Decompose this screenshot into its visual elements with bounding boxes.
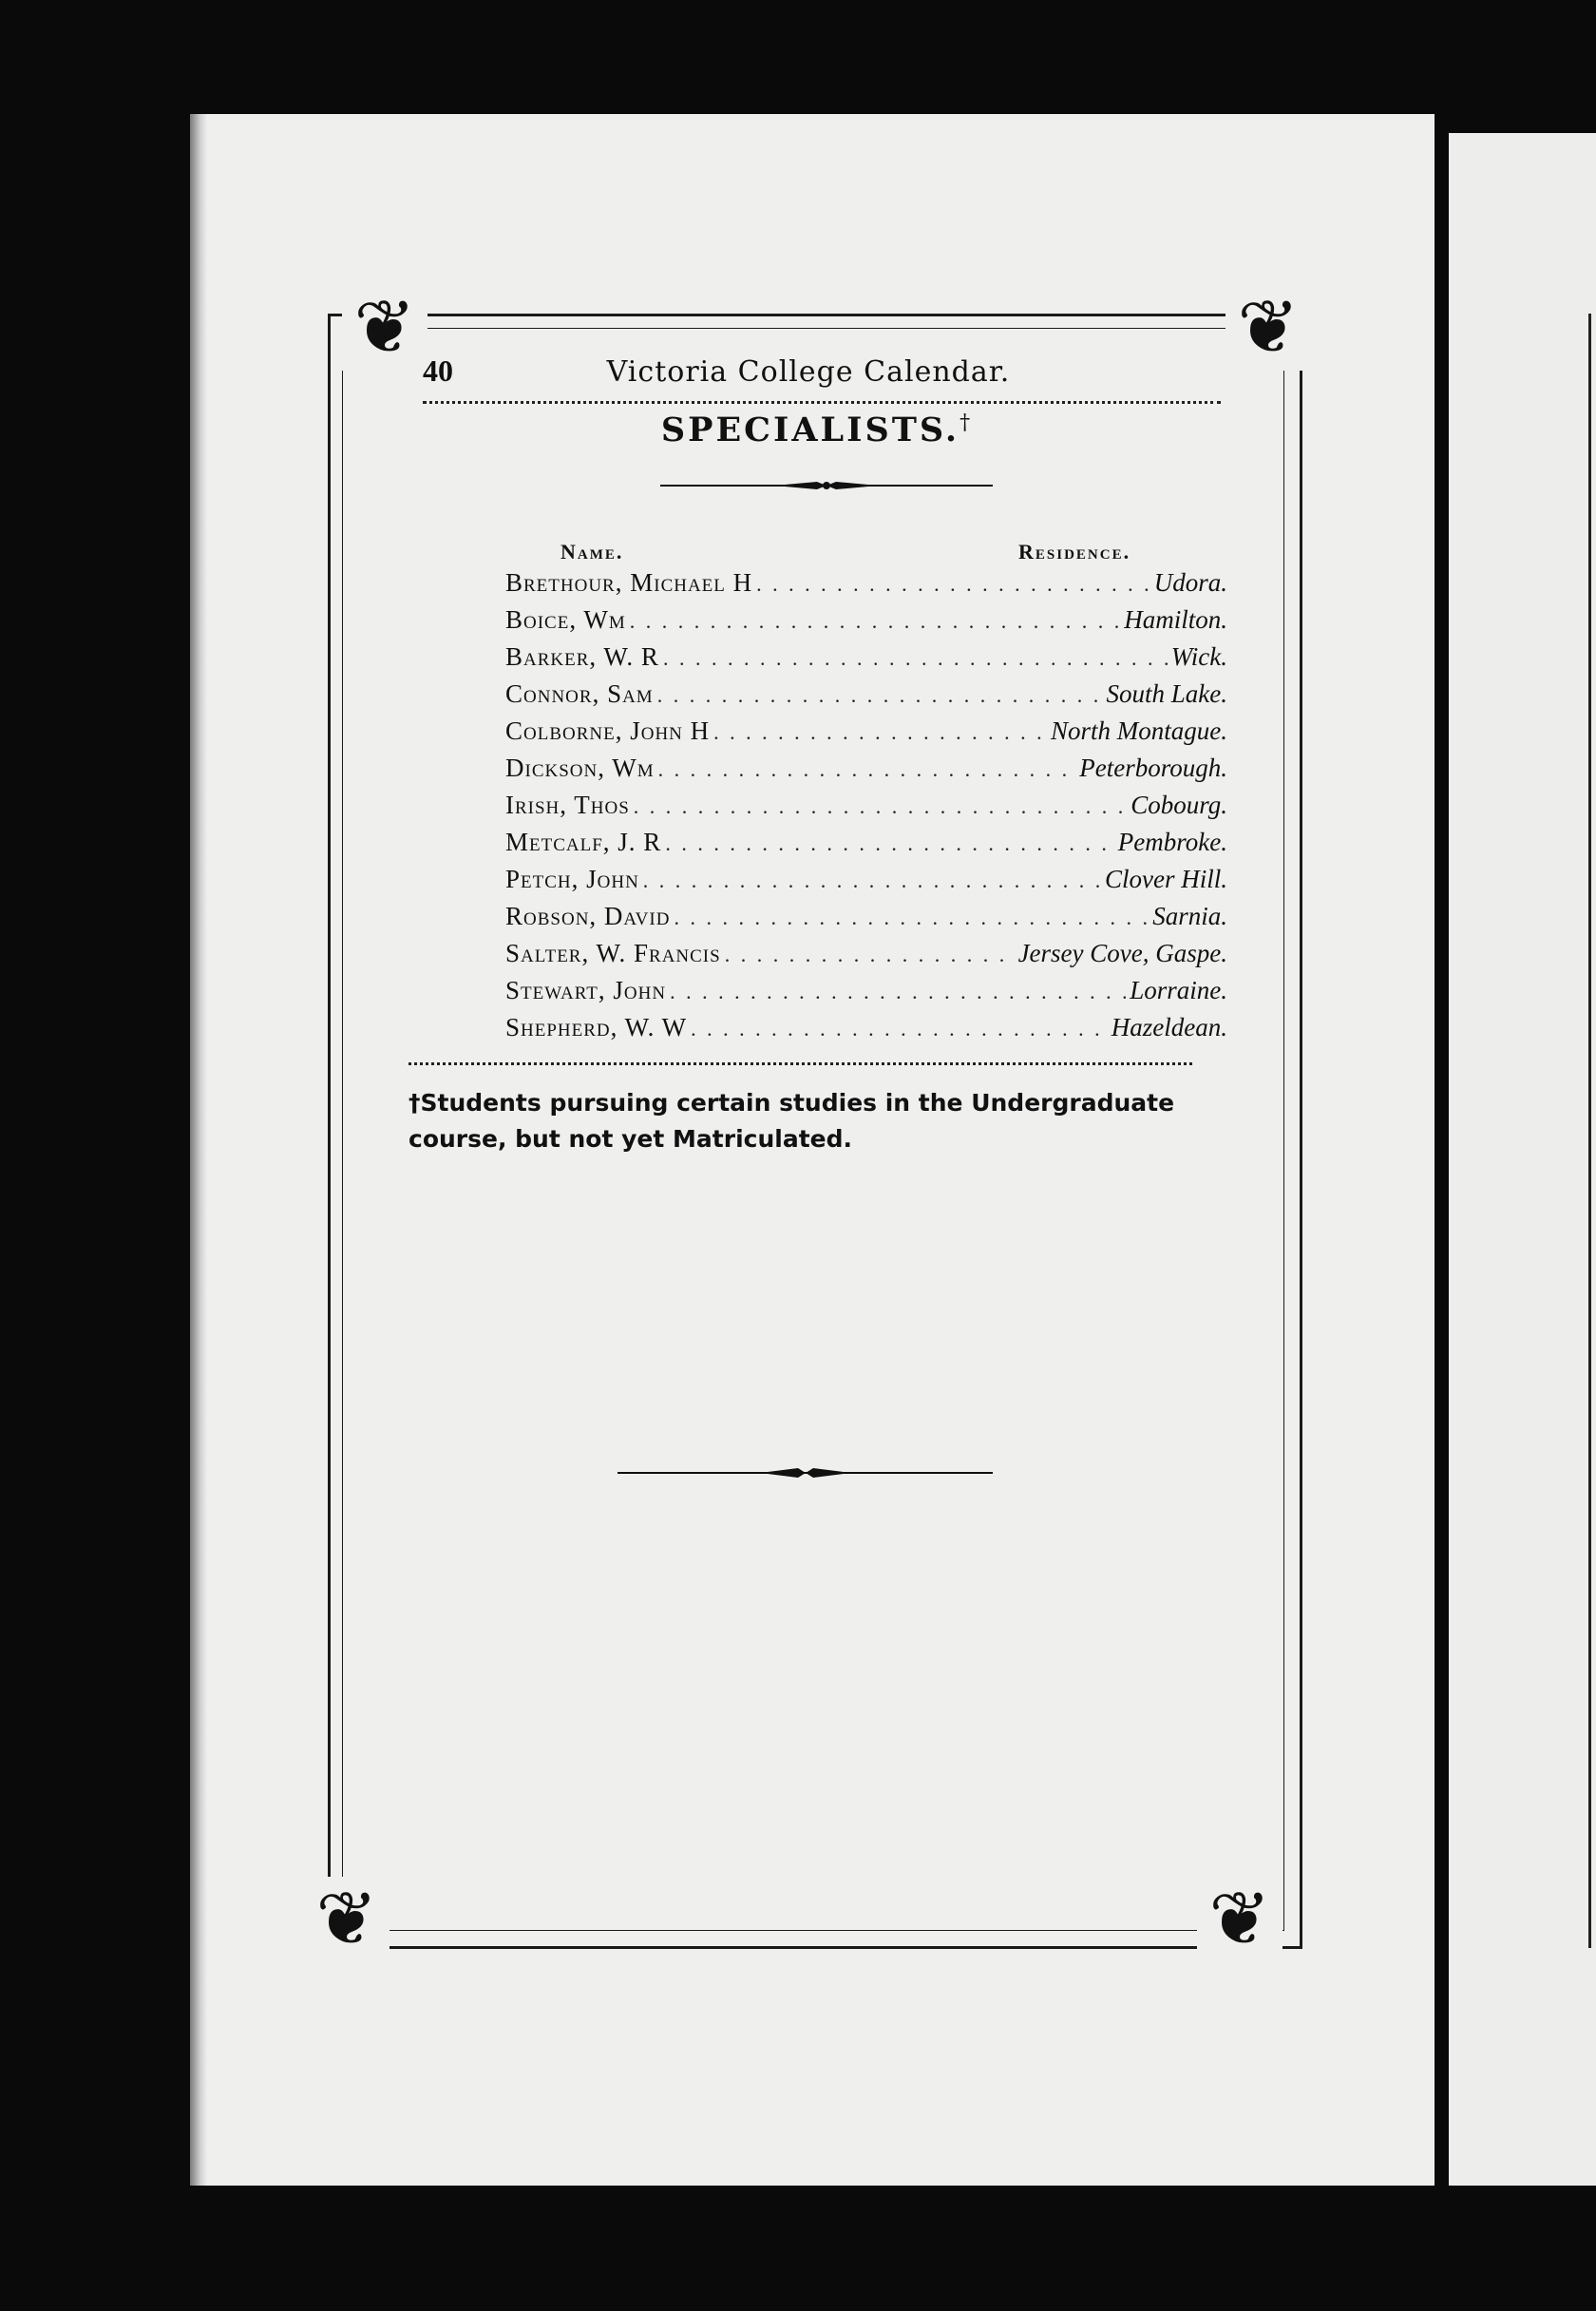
column-header-name: Name.	[560, 540, 624, 563]
specialist-residence: Udora.	[1153, 568, 1227, 597]
dot-leader	[657, 683, 1103, 708]
specialist-residence: Cobourg.	[1130, 791, 1227, 819]
corner-flourish-icon: ❦	[1197, 1877, 1282, 1962]
specialist-name: Metcalf, J. R	[505, 828, 662, 856]
dot-leader	[691, 1017, 1108, 1041]
specialist-name: Boice, Wm	[505, 605, 626, 634]
specialist-name: Petch, John	[505, 865, 639, 893]
specialist-name: Dickson, Wm	[505, 754, 655, 782]
footnote-dotted-rule	[408, 1062, 1192, 1065]
specialist-residence: Hamilton.	[1124, 605, 1227, 634]
specialist-name: Shepherd, W. W	[505, 1013, 688, 1041]
specialist-name: Robson, David	[505, 902, 671, 930]
dot-leader	[665, 831, 1113, 856]
specialist-name: Salter, W. Francis	[505, 939, 721, 967]
dot-leader	[674, 906, 1149, 930]
list-item	[505, 791, 1227, 828]
corner-flourish-icon: ❦	[342, 285, 428, 371]
list-item	[505, 828, 1227, 865]
specialist-name: Barker, W. R	[505, 642, 659, 671]
running-header	[423, 353, 1221, 397]
specialist-residence: Wick.	[1170, 642, 1227, 671]
list-item	[505, 568, 1227, 605]
list-item	[505, 679, 1227, 716]
page-spine-shadow	[190, 114, 207, 2186]
specialist-residence: South Lake.	[1106, 679, 1227, 708]
specialist-residence: Jersey Cove, Gaspe.	[1017, 939, 1227, 967]
list-item	[505, 716, 1227, 754]
specialist-residence: Pembroke.	[1117, 828, 1227, 856]
dot-leader	[725, 943, 1015, 967]
dot-leader	[630, 609, 1121, 634]
corner-flourish-icon: ❦	[304, 1877, 390, 1962]
list-item	[505, 976, 1227, 1013]
specialist-residence: Hazeldean.	[1111, 1013, 1227, 1041]
dot-leader	[670, 980, 1126, 1004]
footnote: †Students pursuing certain studies in the Undergraduate course, but not yet Matriculated.	[408, 1089, 1175, 1153]
header-dotted-rule	[423, 401, 1221, 404]
specialist-residence: Clover Hill.	[1105, 865, 1227, 893]
specialist-name: Irish, Thos	[505, 791, 630, 819]
corner-flourish-icon: ❦	[1226, 285, 1311, 371]
section-title-text: SPECIALISTS.	[660, 411, 960, 449]
list-item	[505, 642, 1227, 679]
dot-leader	[643, 869, 1101, 893]
specialist-residence: North Montague.	[1051, 716, 1227, 745]
dot-leader	[756, 572, 1150, 597]
dot-leader	[634, 794, 1127, 819]
specialist-residence: Sarnia.	[1152, 902, 1227, 930]
dot-leader	[713, 720, 1047, 745]
specialist-name: Colborne, John H	[505, 716, 711, 745]
specialist-name: Connor, Sam	[505, 679, 654, 708]
running-title: Victoria College Calendar.	[606, 355, 1011, 389]
specialist-name: Stewart, John	[505, 976, 667, 1004]
page-number: 40	[423, 353, 453, 388]
list-item	[505, 865, 1227, 902]
section-title	[532, 411, 1102, 449]
section-mark: †	[960, 411, 974, 435]
dot-leader	[658, 757, 1076, 782]
list-item	[505, 939, 1227, 976]
specialist-name: Brethour, Michael H	[505, 568, 753, 597]
specialists-list	[505, 568, 1227, 1050]
facing-page-edge	[1449, 133, 1596, 2186]
specialist-residence: Peterborough.	[1079, 754, 1227, 782]
list-item	[505, 754, 1227, 791]
list-item	[505, 902, 1227, 939]
title-ornament-rule	[660, 480, 993, 491]
list-item	[505, 1013, 1227, 1050]
list-item	[505, 605, 1227, 642]
dot-leader	[663, 646, 1168, 671]
specialist-residence: Lorraine.	[1130, 976, 1227, 1004]
closing-ornament-rule	[618, 1467, 993, 1479]
column-header-residence: Residence.	[1018, 540, 1131, 563]
facing-page-frame-line	[1588, 314, 1591, 1948]
